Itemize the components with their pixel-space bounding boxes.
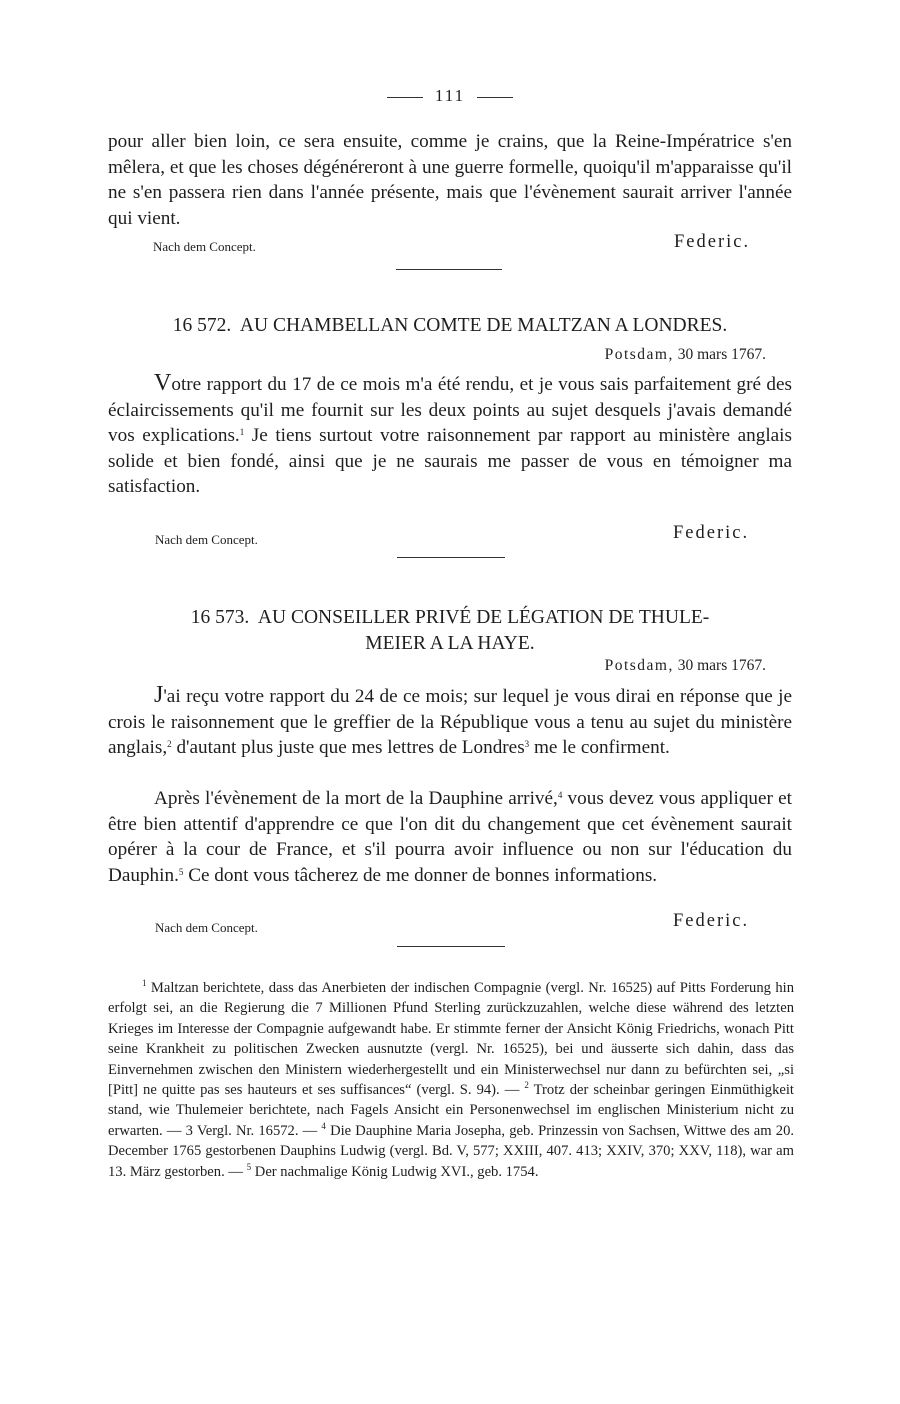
footnote-text: Maltzan berichtete, dass das Anerbieten der indischen Compagnie (vergl. Nr. 16525) auf Pitts Forderung hin erfolgt sei, an die Regierung die 7 Millionen Pfund Sterling zurückzuzahlen, welche diese während des letzten Krieges im Interesse der Compagnie aufgewandt habe. Er stimmte ferner der Ansicht König Friedrichs, wonach Pitt seine Krankheit zu politischen Zwecken ausnutzte (vergl. Nr. 16525), bei und äusserte sich dahin, dass das Einvernehmen zwischen den Ministern wiederhergestellt und ein Ministerwechsel nur dann zu befürchten sei, „si [Pitt] ne quitte pas ses hauteurs et ses suffisances“ (vergl. S. 94). — xyxy=(108,980,794,1099)
letter-dateline xyxy=(605,657,766,675)
footnote-text: Trotz der scheinbar geringen Einmüthigkeit stand, wie Thulemeier berichtete, nach Fagels Ansicht ein Personenwechsel im englischen Ministerium nicht zu erwarten. — xyxy=(108,1082,794,1139)
footnote-ref: 4 xyxy=(557,790,563,800)
page-number: 111 xyxy=(434,86,466,105)
section-divider xyxy=(397,557,505,558)
continuation-paragraph: pour aller bien loin, ce sera ensuite, comme je crains, que la Reine-Impératrice s'en mêlera, et que les choses dégénéreront à une guerre formelle, quoiqu'il m'apparaisse qu'il ne s'en passera rien dans l'année présente, mais que l'évènement saurait arriver l'année qui vient. xyxy=(108,131,792,229)
footnote-ref: 5 xyxy=(178,866,184,877)
footnote-ref: 1 xyxy=(239,427,245,438)
letter-source-note: Nach dem Concept. xyxy=(155,532,258,547)
page-header xyxy=(0,86,900,106)
letter-signature: Federic. xyxy=(673,911,750,931)
letter-number: 16 572. xyxy=(172,315,232,336)
letter-dateline xyxy=(605,346,766,364)
letter-body-text: Après l'évènement de la mort de la Dauphine arrivé, xyxy=(154,788,558,809)
section-divider xyxy=(396,269,502,270)
letter-addressee: AU CHAMBELLAN COMTE DE MALTZAN A LONDRES. xyxy=(239,315,728,336)
dateline-date: 30 mars 1767. xyxy=(677,657,766,674)
footnote-mark: 1 xyxy=(142,978,147,988)
dateline-place: Potsdam, xyxy=(604,346,674,363)
letter-body-text: Ce dont vous tâcherez de me donner de bonnes informations. xyxy=(183,864,658,886)
section-divider xyxy=(397,946,505,947)
footnote-mark: 2 xyxy=(524,1080,529,1091)
footnote-text: Die Dauphine Maria Josepha, geb. Prinzessin von Sachsen, Wittwe des am 20. December 1765 gestorbenen Dauphins Ludwig (vergl. Bd. V, 577; XXIII, 407. 413; XXIV, 370; XXV, 118), war am 13. März gestorben. — xyxy=(108,1122,795,1180)
footnote-mark: 4 xyxy=(321,1120,326,1131)
continuation-signature: Federic. xyxy=(674,232,751,252)
letter-number: 16 573. xyxy=(190,607,250,628)
dateline-date: 30 mars 1767. xyxy=(677,346,766,363)
footnote-mark: 3 xyxy=(185,1122,193,1139)
continuation-source-note: Nach dem Concept. xyxy=(153,239,256,254)
header-dash-right xyxy=(477,97,513,98)
letter-addressee: AU CONSEILLER PRIVÉ DE LÉGATION DE THULE- xyxy=(257,607,710,628)
letter-heading xyxy=(108,313,792,339)
initial-letter: J xyxy=(154,682,164,708)
letter-body-text: d'autant plus juste que mes lettres de Londres xyxy=(171,737,525,759)
letter-body-text: 'ai reçu votre rapport du 24 de ce mois; sur lequel je vous dirai en réponse que je crois le raisonnement que le greffier de la République vous a tenu au sujet du ministère anglais, xyxy=(108,686,792,759)
footnote-mark: 5 xyxy=(246,1161,252,1172)
initial-letter: V xyxy=(154,370,172,396)
letter-addressee-line2: MEIER A LA HAYE. xyxy=(365,633,535,654)
footnote-text: Vergl. Nr. 16572. — xyxy=(192,1122,318,1139)
letter-body-text: otre rapport du 17 de ce mois m'a été rendu, et je vous sais parfaitement gré des éclaircissements qu'il me fournit sur les deux points au sujet desquels j'avais demandé vos explications. xyxy=(108,374,792,447)
header-dash-left xyxy=(387,97,423,98)
letter-source-note: Nach dem Concept. xyxy=(155,920,258,935)
dateline-place: Potsdam, xyxy=(604,657,674,674)
footnote-text: Der nachmalige König Ludwig XVI., geb. 1754. xyxy=(251,1163,539,1180)
letter-body-text: me le confirment. xyxy=(529,737,670,759)
letter-body xyxy=(108,371,792,500)
footnote-ref: 3 xyxy=(524,739,530,750)
footnote-ref: 2 xyxy=(167,739,172,750)
footnotes xyxy=(108,978,794,1182)
letter-body xyxy=(108,786,792,888)
letter-body-text: vous devez vous appliquer et être bien attentif d'apprendre ce que l'on dit du changement que cet évènement saurait opérer à la cour de France, et s'il pourra avoir influence ou non sur l'éducation du Dauphin. xyxy=(108,788,793,886)
letter-heading xyxy=(108,605,792,657)
letter-body xyxy=(108,683,792,761)
letter-signature: Federic. xyxy=(673,523,750,543)
letter-body-text: Je tiens surtout votre raisonnement par rapport au ministère anglais solide et bien fondé, ainsi que je ne saurais me passer de vous en témoigner ma satisfaction. xyxy=(108,425,792,498)
